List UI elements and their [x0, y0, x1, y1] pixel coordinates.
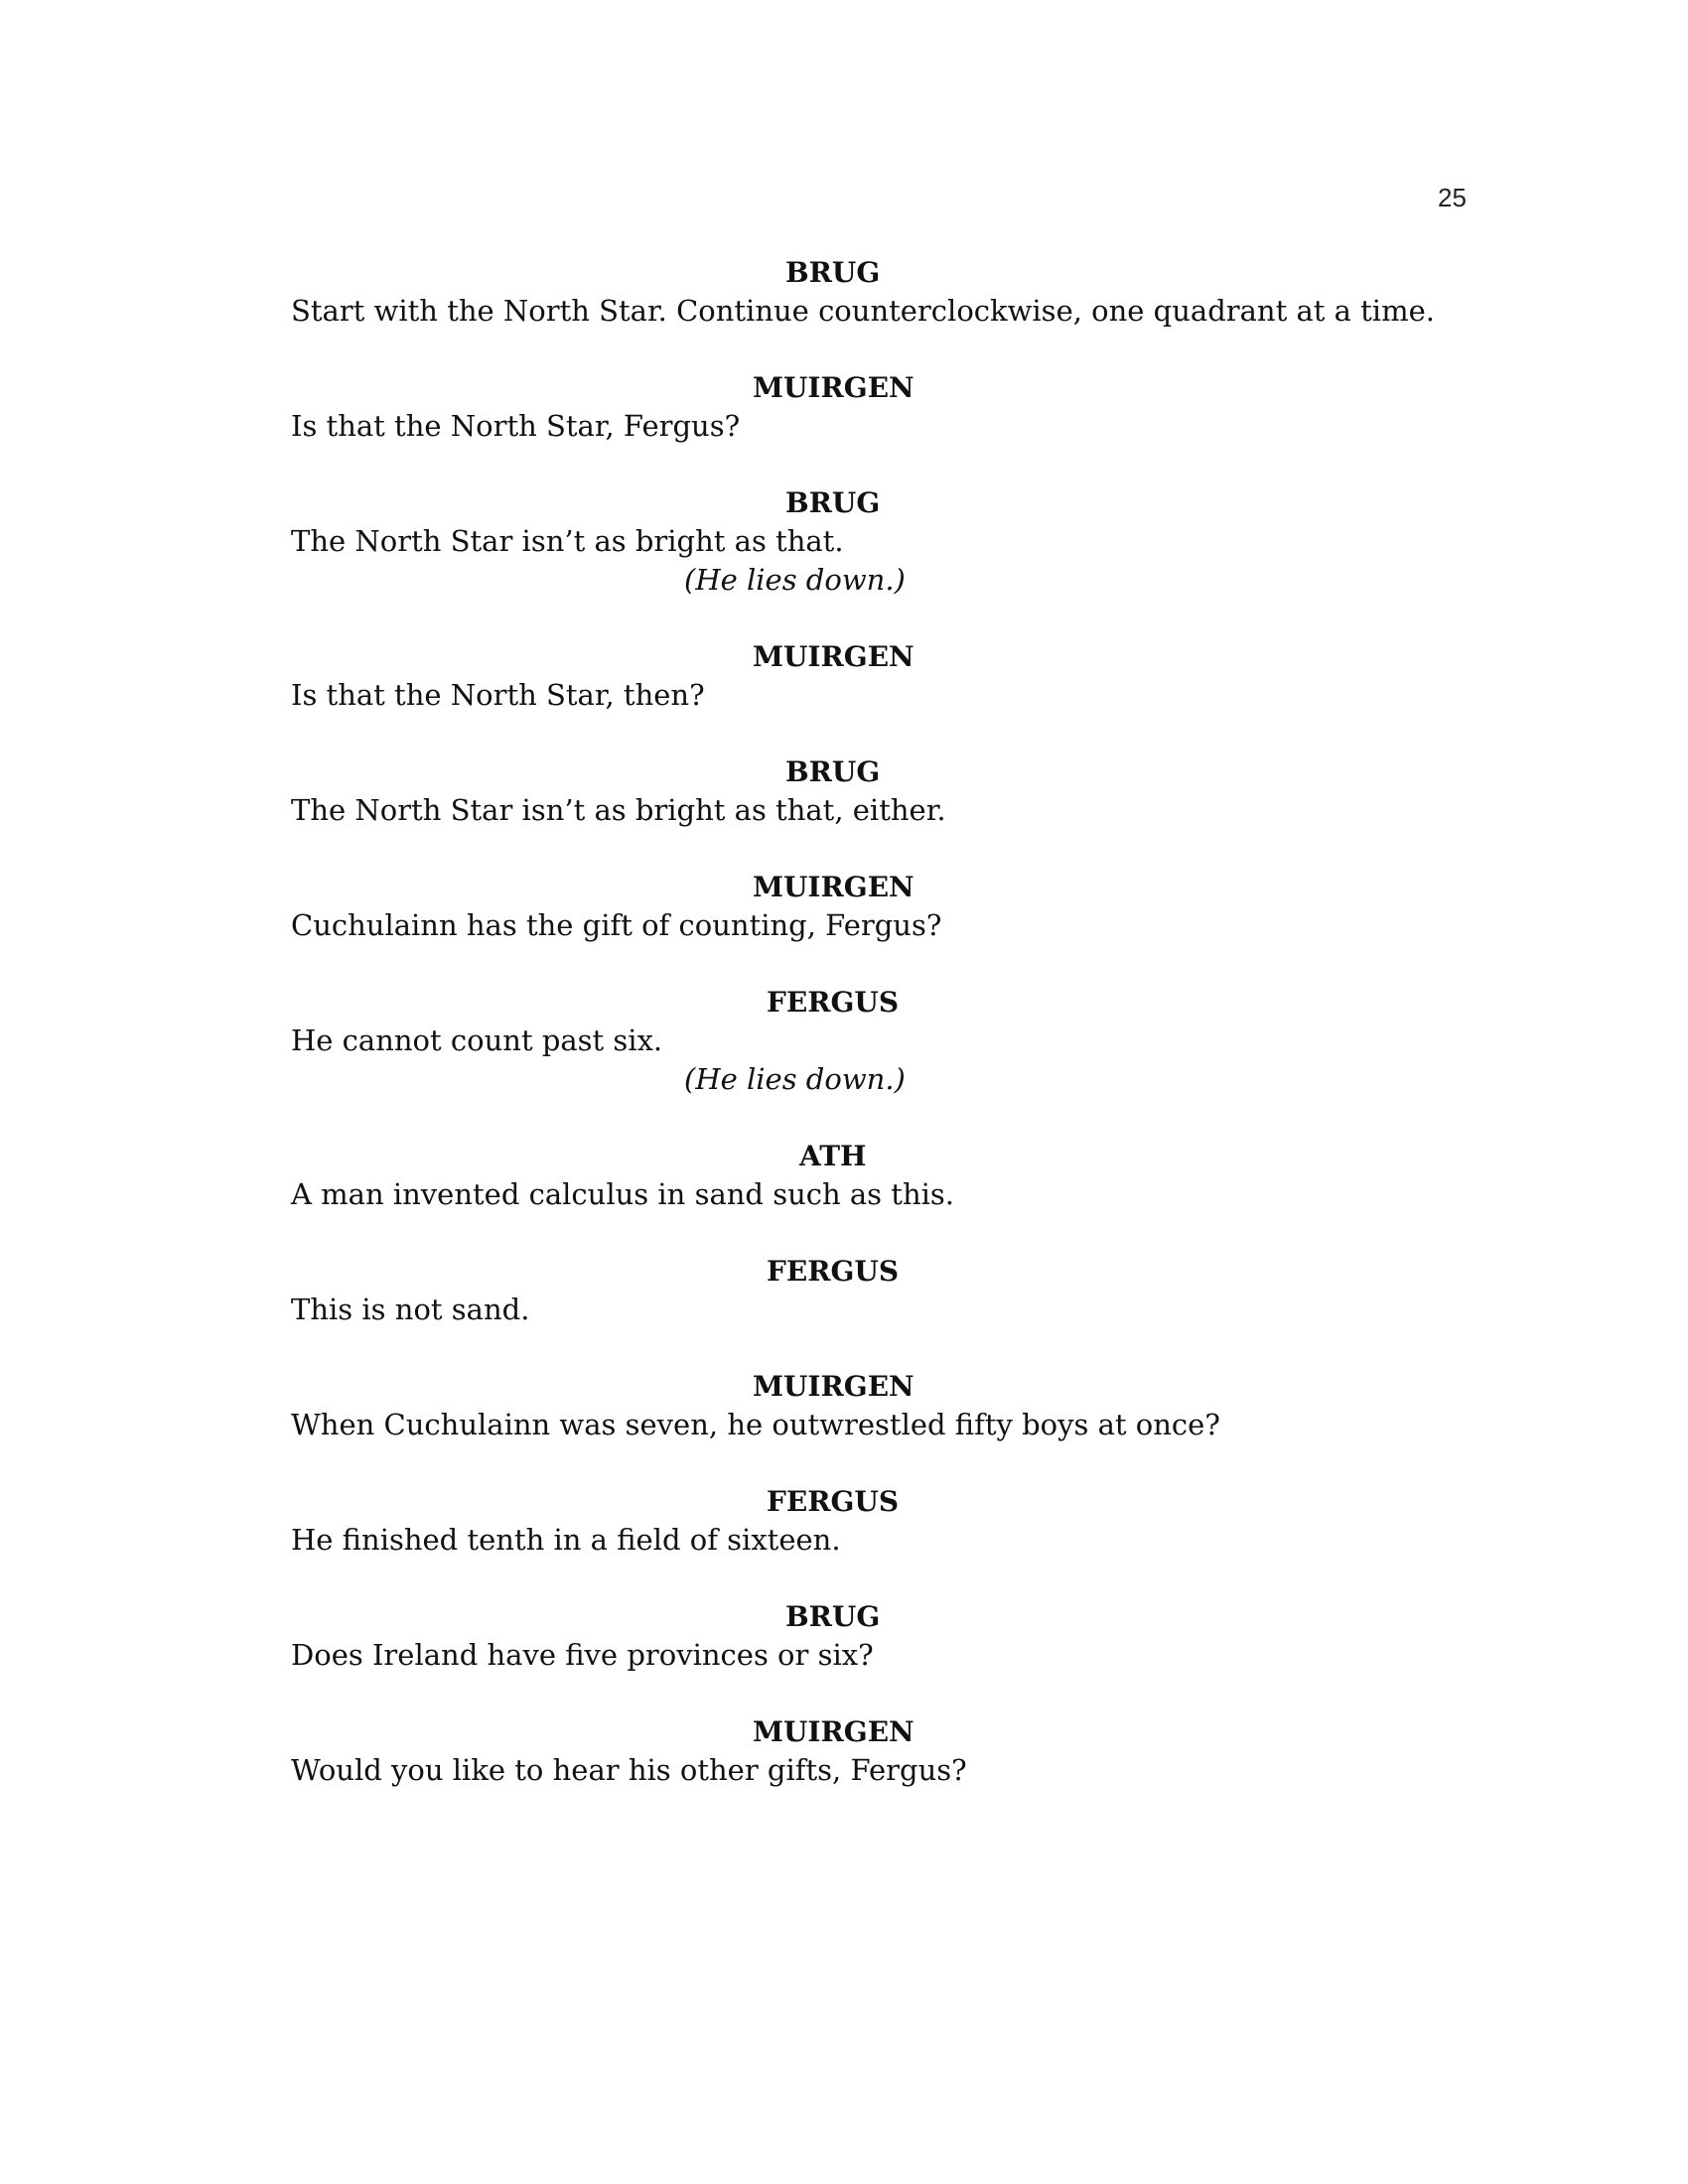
script-body — [291, 253, 1482, 1828]
stage-direction: (He lies down.) — [684, 1062, 906, 1096]
speaker-name: MUIRGEN — [753, 871, 914, 903]
dialogue-block — [291, 1712, 1482, 1828]
dialogue-line: He cannot count past six. — [291, 1024, 663, 1057]
speaker-name: MUIRGEN — [753, 1715, 914, 1748]
dialogue-line: Is that the North Star, then? — [291, 678, 705, 712]
dialogue-line: When Cuchulainn was seven, he outwrestled fifty boys at once? — [291, 1408, 1220, 1441]
dialogue-block — [291, 752, 1482, 868]
dialogue-block — [291, 483, 1482, 637]
speaker-name: BRUG — [785, 1600, 881, 1633]
speaker-name: FERGUS — [767, 986, 900, 1019]
dialogue-block — [291, 1367, 1482, 1482]
dialogue-line: This is not sand. — [291, 1293, 530, 1326]
dialogue-line: The North Star isn’t as bright as that, either. — [291, 793, 946, 827]
dialogue-line: Cuchulainn has the gift of counting, Fergus? — [291, 908, 942, 942]
speaker-name: FERGUS — [767, 1485, 900, 1518]
dialogue-line: Does Ireland have five provinces or six? — [291, 1638, 874, 1672]
dialogue-block — [291, 868, 1482, 983]
dialogue-line: Start with the North Star. Continue counterclockwise, one quadrant at a time. — [291, 294, 1435, 328]
dialogue-block — [291, 1482, 1482, 1597]
dialogue-block — [291, 1252, 1482, 1367]
dialogue-line: Would you like to hear his other gifts, Fergus? — [291, 1753, 967, 1787]
stage-direction: (He lies down.) — [684, 563, 906, 597]
dialogue-block — [291, 983, 1482, 1137]
dialogue-block — [291, 253, 1482, 368]
dialogue-line: Is that the North Star, Fergus? — [291, 409, 741, 443]
speaker-name: MUIRGEN — [753, 371, 914, 404]
dialogue-line: He finished tenth in a field of sixteen. — [291, 1523, 841, 1557]
speaker-name: MUIRGEN — [753, 640, 914, 673]
speaker-name: BRUG — [785, 755, 881, 788]
speaker-name: ATH — [799, 1140, 867, 1172]
dialogue-line: A man invented calculus in sand such as this. — [291, 1177, 954, 1211]
dialogue-line: The North Star isn’t as bright as that. — [291, 524, 844, 558]
dialogue-block — [291, 637, 1482, 752]
speaker-name: BRUG — [785, 486, 881, 519]
page-number: 25 — [1438, 183, 1467, 212]
speaker-name: MUIRGEN — [753, 1370, 914, 1403]
speaker-name: FERGUS — [767, 1255, 900, 1288]
dialogue-block — [291, 1597, 1482, 1712]
dialogue-block — [291, 1137, 1482, 1252]
dialogue-block — [291, 368, 1482, 483]
speaker-name: BRUG — [785, 256, 881, 289]
